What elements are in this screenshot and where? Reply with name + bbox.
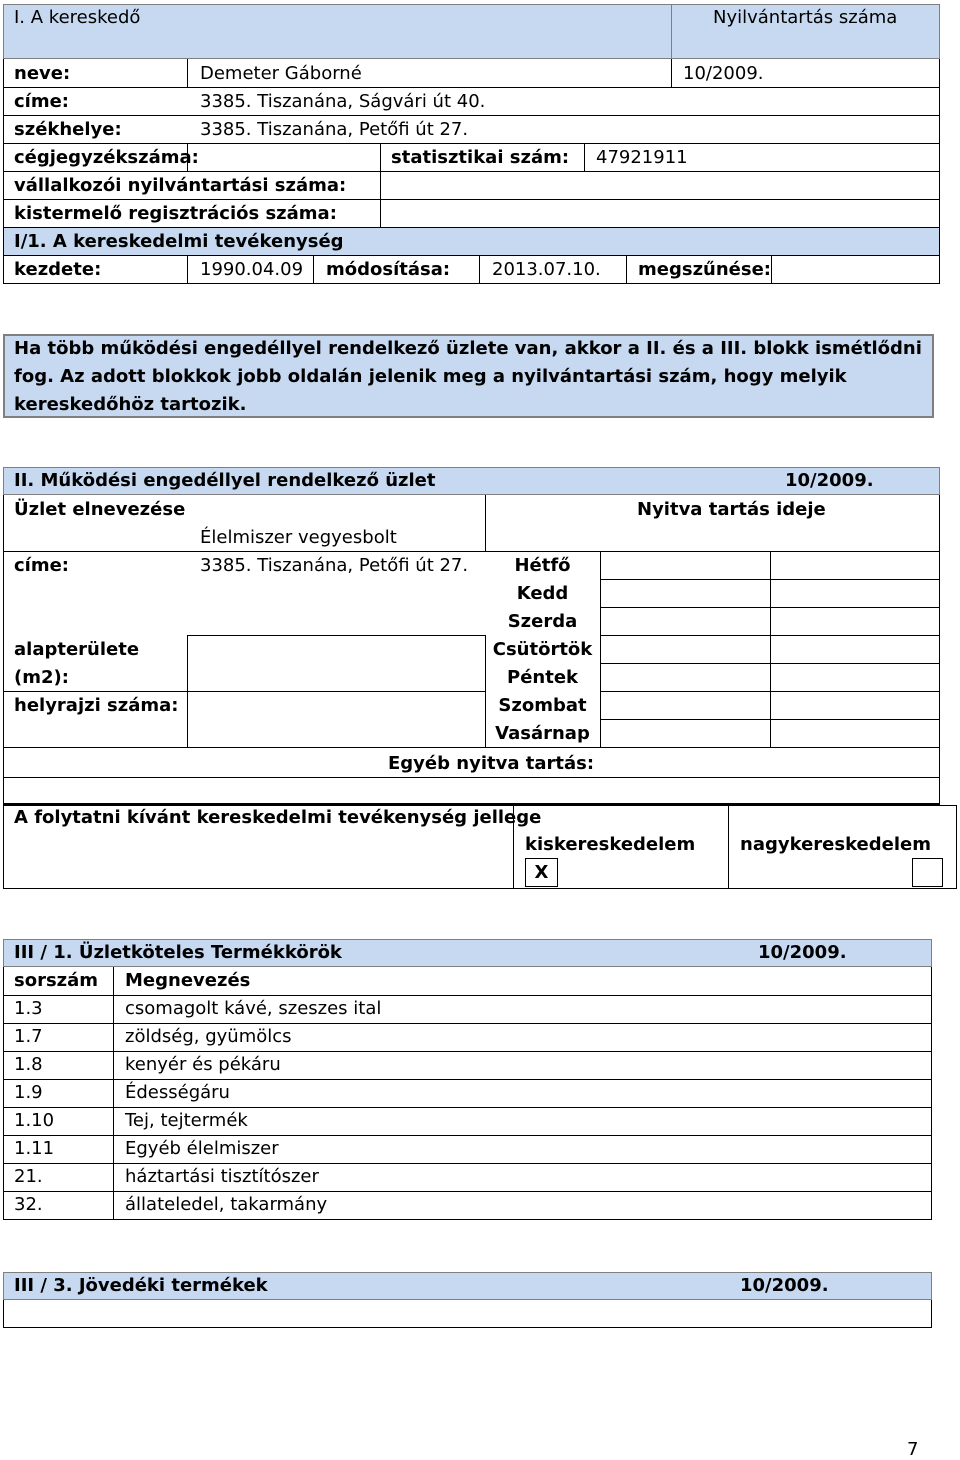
seat-label: székhelye: bbox=[14, 119, 122, 140]
note-line-3: kereskedőhöz tartozik. bbox=[14, 394, 247, 415]
divider bbox=[3, 1135, 932, 1136]
row-num: 1.3 bbox=[14, 998, 43, 1019]
divider bbox=[3, 255, 940, 256]
modified-value: 2013.07.10. bbox=[492, 259, 601, 280]
divider bbox=[3, 227, 940, 228]
shop-name-label: Üzlet elnevezése bbox=[14, 499, 186, 520]
company-reg-label: cégjegyzékszáma: bbox=[14, 147, 199, 168]
reg-number-header: Nyilvántartás száma bbox=[713, 7, 898, 28]
divider bbox=[479, 255, 480, 284]
col-header-num: sorszám bbox=[14, 970, 99, 991]
day-label: Hétfő bbox=[514, 555, 571, 576]
activity-header: I/1. A kereskedelmi tevékenység bbox=[14, 231, 344, 252]
note-line-2: fog. Az adott blokkok jobb oldalán jelenik meg a nyilvántartási szám, hogy melyik bbox=[14, 366, 847, 387]
row-num: 1.7 bbox=[14, 1026, 43, 1047]
name-label: neve: bbox=[14, 63, 71, 84]
address-label: címe: bbox=[14, 91, 70, 112]
divider bbox=[600, 551, 601, 747]
note-line-1: Ha több működési engedéllyel rendelkező üzlete van, akkor a II. és a III. blokk ismétlődni bbox=[14, 338, 922, 359]
area-label-2: (m2): bbox=[14, 667, 69, 688]
opening-hours-label: Nyitva tartás ideje bbox=[637, 499, 826, 520]
divider bbox=[3, 691, 485, 692]
section4-reg-number: 10/2009. bbox=[740, 1275, 829, 1296]
row-name: zöldség, gyümölcs bbox=[125, 1026, 292, 1047]
divider bbox=[3, 1191, 932, 1192]
modified-label: módosítása: bbox=[326, 259, 451, 280]
divider bbox=[3, 747, 940, 748]
section2-title: II. Működési engedéllyel rendelkező üzlet bbox=[14, 470, 436, 491]
day-label: Csütörtök bbox=[492, 639, 593, 660]
divider bbox=[3, 1023, 932, 1024]
divider bbox=[3, 1079, 932, 1080]
divider bbox=[485, 495, 486, 551]
start-label: kezdete: bbox=[14, 259, 102, 280]
stat-value: 47921911 bbox=[596, 147, 688, 168]
row-num: 1.11 bbox=[14, 1138, 55, 1159]
stat-label: statisztikai szám: bbox=[391, 147, 570, 168]
shop-address-label: címe: bbox=[14, 555, 70, 576]
row-name: Tej, tejtermék bbox=[125, 1110, 248, 1131]
divider bbox=[3, 199, 940, 200]
row-name: Egyéb élelmiszer bbox=[125, 1138, 279, 1159]
divider bbox=[3, 995, 932, 996]
other-hours-label: Egyéb nyitva tartás: bbox=[388, 753, 595, 774]
divider bbox=[728, 805, 729, 889]
divider bbox=[3, 1107, 932, 1108]
section2-reg-number: 10/2009. bbox=[785, 470, 874, 491]
divider bbox=[187, 635, 188, 747]
divider bbox=[3, 115, 940, 116]
row-name: Édességáru bbox=[125, 1082, 230, 1103]
divider bbox=[626, 255, 627, 284]
divider bbox=[671, 4, 672, 59]
divider bbox=[187, 59, 188, 87]
wholesale-checkbox[interactable] bbox=[912, 858, 943, 887]
day-label: Kedd bbox=[516, 583, 569, 604]
divider bbox=[3, 143, 940, 144]
row-num: 1.8 bbox=[14, 1054, 43, 1075]
row-name: kenyér és pékáru bbox=[125, 1054, 281, 1075]
col-header-name: Megnevezés bbox=[125, 970, 251, 991]
divider bbox=[3, 87, 940, 88]
divider bbox=[380, 143, 381, 227]
divider bbox=[671, 59, 672, 87]
day-label: Szerda bbox=[507, 611, 578, 632]
section3-reg-number: 10/2009. bbox=[758, 942, 847, 963]
retail-checkbox[interactable] bbox=[525, 858, 558, 887]
area-label-1: alapterülete bbox=[14, 639, 140, 660]
shop-address-value: 3385. Tiszanána, Petőfi út 27. bbox=[200, 555, 469, 576]
start-value: 1990.04.09 bbox=[200, 259, 304, 280]
divider bbox=[3, 551, 940, 552]
name-value: Demeter Gáborné bbox=[200, 63, 362, 84]
entrepreneur-label: vállalkozói nyilvántartási száma: bbox=[14, 175, 347, 196]
row-num: 1.9 bbox=[14, 1082, 43, 1103]
divider bbox=[3, 803, 940, 804]
retail-label: kiskereskedelem bbox=[525, 834, 696, 855]
divider bbox=[771, 255, 772, 284]
divider bbox=[187, 635, 485, 636]
day-label: Szombat bbox=[498, 695, 587, 716]
day-label: Vasárnap bbox=[495, 723, 590, 744]
row-num: 32. bbox=[14, 1194, 43, 1215]
reg-number: 10/2009. bbox=[683, 63, 764, 84]
retail-check-mark: X bbox=[534, 862, 549, 883]
day-label: Péntek bbox=[507, 667, 578, 688]
producer-label: kistermelő regisztrációs száma: bbox=[14, 203, 337, 224]
activity-type-label: A folytatni kívánt kereskedelmi tevékenység jellege bbox=[14, 807, 542, 828]
divider bbox=[3, 777, 940, 778]
divider bbox=[770, 551, 771, 747]
end-label: megszűnése: bbox=[638, 259, 771, 280]
plot-label: helyrajzi száma: bbox=[14, 695, 179, 716]
section1-title: I. A kereskedő bbox=[14, 7, 141, 28]
divider bbox=[113, 967, 114, 1220]
divider bbox=[313, 255, 314, 284]
divider bbox=[3, 1051, 932, 1052]
page-number: 7 bbox=[907, 1439, 919, 1460]
row-name: háztartási tisztítószer bbox=[125, 1166, 319, 1187]
row-name: állateledel, takarmány bbox=[125, 1194, 328, 1215]
seat-value: 3385. Tiszanána, Petőfi út 27. bbox=[200, 119, 469, 140]
section4-title: III / 3. Jövedéki termékek bbox=[14, 1275, 268, 1296]
divider bbox=[3, 171, 940, 172]
section3-title: III / 1. Üzletköteles Termékkörök bbox=[14, 942, 342, 963]
row-name: csomagolt kávé, szeszes ital bbox=[125, 998, 382, 1019]
divider bbox=[187, 255, 188, 284]
shop-name-value: Élelmiszer vegyesbolt bbox=[200, 527, 397, 548]
address-value: 3385. Tiszanána, Ságvári út 40. bbox=[200, 91, 486, 112]
wholesale-label: nagykereskedelem bbox=[740, 834, 931, 855]
divider bbox=[3, 1163, 932, 1164]
divider bbox=[584, 143, 585, 171]
row-num: 21. bbox=[14, 1166, 43, 1187]
row-num: 1.10 bbox=[14, 1110, 55, 1131]
excise-table bbox=[3, 1300, 932, 1328]
